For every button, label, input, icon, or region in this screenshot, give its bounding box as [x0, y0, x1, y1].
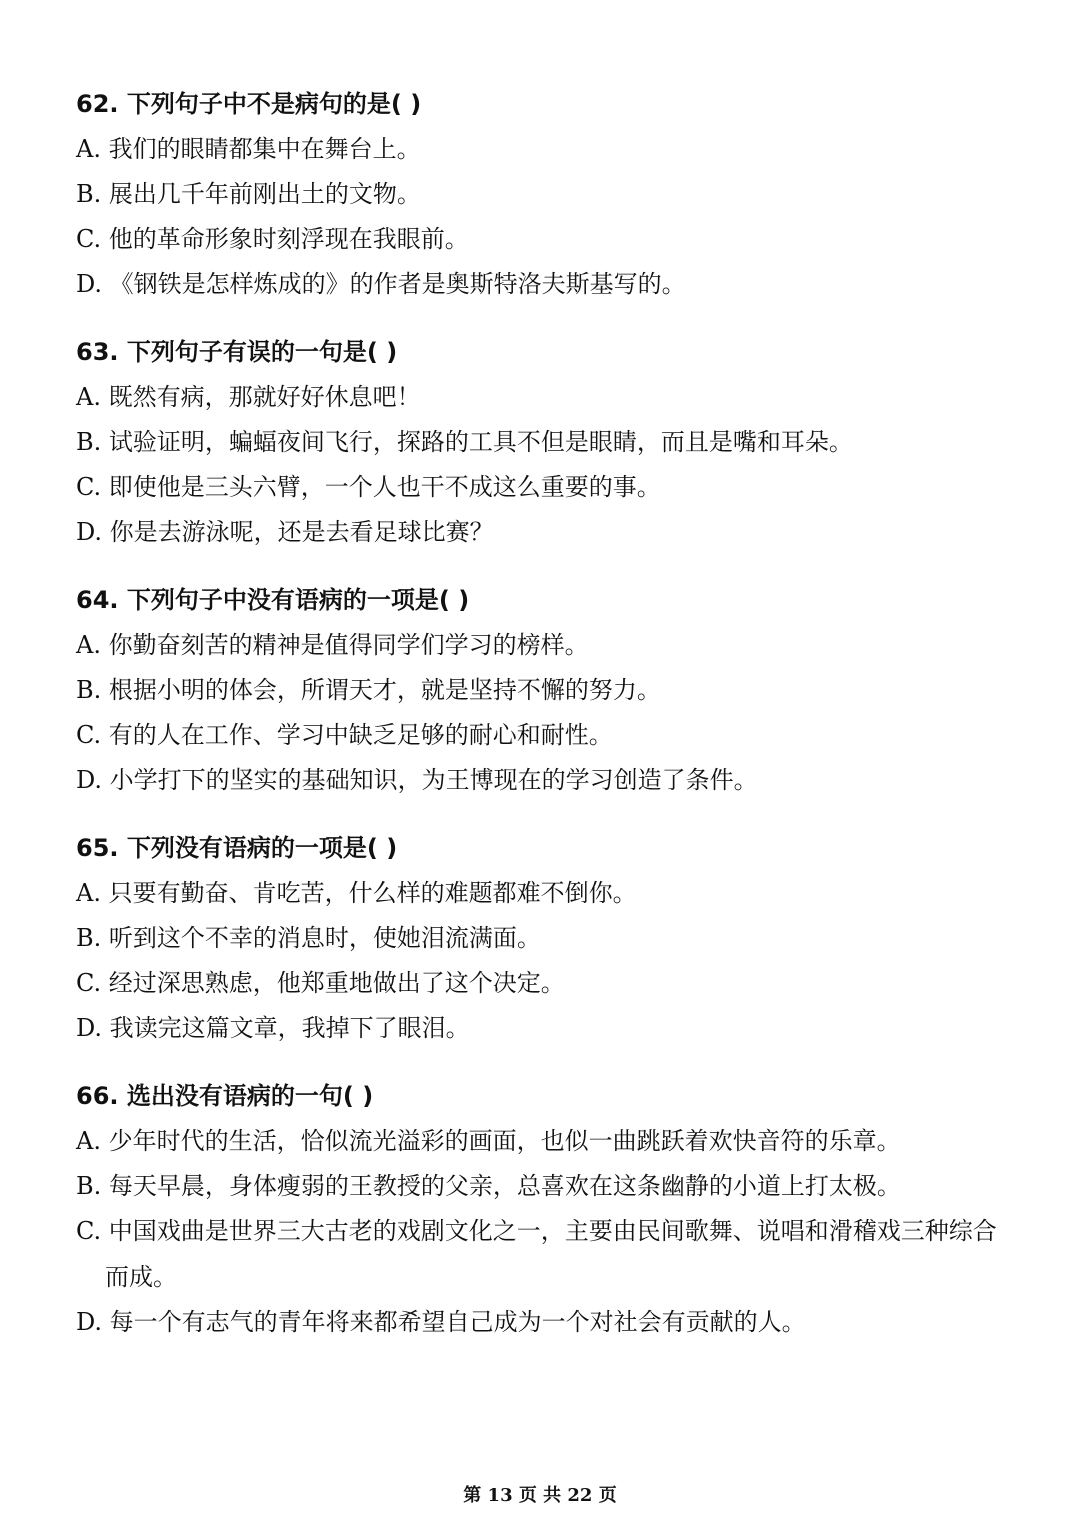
option-b: B. 展出几千年前刚出土的文物。 [76, 180, 421, 208]
question-66 [76, 1081, 1016, 1352]
question-65 [76, 833, 1016, 1058]
option-d: D. 《钢铁是怎样炼成的》的作者是奥斯特洛夫斯基写的。 [76, 270, 686, 298]
question-title: 64. 下列句子中没有语病的一项是( ) [76, 586, 470, 614]
option-a: A. 既然有病，那就好好休息吧！ [76, 383, 421, 411]
option-b: B. 根据小明的体会，所谓天才，就是坚持不懈的努力。 [76, 676, 661, 704]
question-63 [76, 337, 1016, 562]
option-a: A. 只要有勤奋、肯吃苦，什么样的难题都难不倒你。 [76, 879, 637, 907]
option-d: D. 小学打下的坚实的基础知识，为王博现在的学习创造了条件。 [76, 766, 758, 794]
option-b: B. 试验证明，蝙蝠夜间飞行，探路的工具不但是眼睛，而且是嘴和耳朵。 [76, 428, 853, 456]
option-c: C. 中国戏曲是世界三大古老的戏剧文化之一，主要由民间歌舞、说唱和滑稽戏三种综合而成。 [76, 1217, 997, 1291]
option-b: B. 听到这个不幸的消息时，使她泪流满面。 [76, 924, 541, 952]
option-c: C. 经过深思熟虑，他郑重地做出了这个决定。 [76, 969, 565, 997]
option-c: C. 他的革命形象时刻浮现在我眼前。 [76, 225, 469, 253]
option-a: A. 我们的眼睛都集中在舞台上。 [76, 135, 421, 163]
question-62 [76, 89, 1016, 314]
question-title: 62. 下列句子中不是病句的是( ) [76, 90, 422, 118]
question-64 [76, 585, 1016, 810]
option-c: C. 即使他是三头六臂，一个人也干不成这么重要的事。 [76, 473, 661, 501]
option-b: B. 每天早晨，身体瘦弱的王教授的父亲，总喜欢在这条幽静的小道上打太极。 [76, 1172, 901, 1200]
option-d: D. 你是去游泳呢，还是去看足球比赛？ [76, 518, 494, 546]
option-d: D. 我读完这篇文章，我掉下了眼泪。 [76, 1014, 470, 1042]
question-title: 65. 下列没有语病的一项是( ) [76, 834, 398, 862]
question-title: 63. 下列句子有误的一句是( ) [76, 338, 398, 366]
option-c: C. 有的人在工作、学习中缺乏足够的耐心和耐性。 [76, 721, 613, 749]
option-d: D. 每一个有志气的青年将来都希望自己成为一个对社会有贡献的人。 [76, 1308, 806, 1336]
option-a: A. 少年时代的生活，恰似流光溢彩的画面，也似一曲跳跃着欢快音符的乐章。 [76, 1127, 901, 1155]
page-number-footer: 第 13 页 共 22 页 [463, 1485, 617, 1506]
option-a: A. 你勤奋刻苦的精神是值得同学们学习的榜样。 [76, 631, 589, 659]
question-title: 66. 选出没有语病的一句( ) [76, 1082, 374, 1110]
